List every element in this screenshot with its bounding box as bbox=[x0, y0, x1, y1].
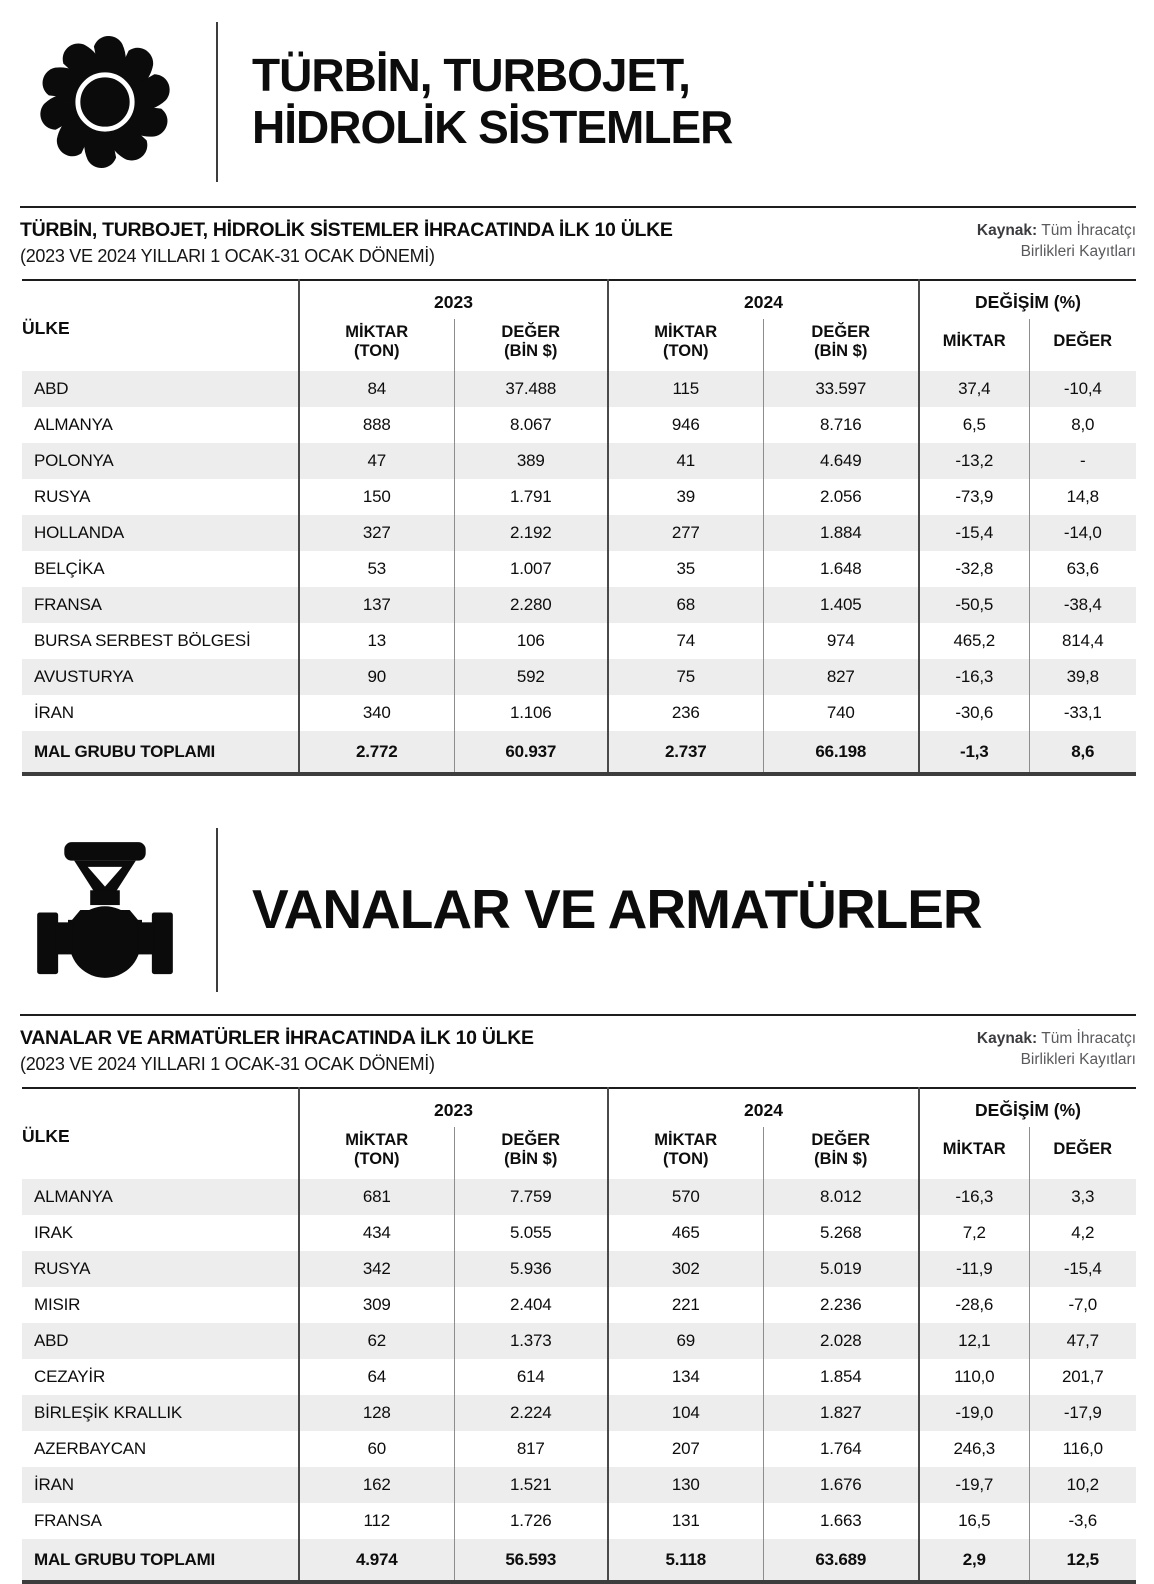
value-cell: -16,3 bbox=[919, 659, 1029, 695]
value-cell: 974 bbox=[763, 623, 919, 659]
country-cell: İRAN bbox=[22, 1467, 299, 1503]
value-cell: 8.067 bbox=[454, 407, 608, 443]
value-cell: 434 bbox=[299, 1215, 454, 1251]
value-cell: 681 bbox=[299, 1179, 454, 1215]
value-cell: 39,8 bbox=[1029, 659, 1136, 695]
table-subtitle: (2023 VE 2024 YILLARI 1 OCAK-31 OCAK DÖNEMİ) bbox=[20, 1054, 435, 1074]
value-cell: - bbox=[1029, 443, 1136, 479]
value-cell: 37,4 bbox=[919, 371, 1029, 407]
value-cell: 68 bbox=[608, 587, 763, 623]
value-cell: -16,3 bbox=[919, 1179, 1029, 1215]
col-header-change: DEĞİŞİM (%) bbox=[919, 280, 1136, 319]
value-cell: 1.648 bbox=[763, 551, 919, 587]
source-note bbox=[901, 219, 1136, 263]
value-cell: 90 bbox=[299, 659, 454, 695]
table-title-group bbox=[20, 1027, 534, 1075]
total-cell: 8,6 bbox=[1029, 731, 1136, 774]
value-cell: 115 bbox=[608, 371, 763, 407]
turbine-icon bbox=[30, 27, 180, 177]
col-header-country: ÜLKE bbox=[22, 317, 70, 338]
value-cell: 6,5 bbox=[919, 407, 1029, 443]
value-cell: 1.007 bbox=[454, 551, 608, 587]
table-row bbox=[22, 1179, 1136, 1215]
value-cell: 2.056 bbox=[763, 479, 919, 515]
value-cell: 1.676 bbox=[763, 1467, 919, 1503]
value-cell: 1.884 bbox=[763, 515, 919, 551]
value-cell: 236 bbox=[608, 695, 763, 731]
total-cell: 2,9 bbox=[919, 1539, 1029, 1582]
col-header-value-pct: DEĞER bbox=[1029, 319, 1136, 371]
value-cell: 5.936 bbox=[454, 1251, 608, 1287]
total-cell: 5.118 bbox=[608, 1539, 763, 1582]
value-cell: 7.759 bbox=[454, 1179, 608, 1215]
table-row bbox=[22, 1359, 1136, 1395]
source-text: Tüm İhracatçı Birlikleri Kayıtları bbox=[1020, 222, 1136, 260]
value-cell: -17,9 bbox=[1029, 1395, 1136, 1431]
value-cell: -33,1 bbox=[1029, 695, 1136, 731]
value-cell: -7,0 bbox=[1029, 1287, 1136, 1323]
value-cell: 2.404 bbox=[454, 1287, 608, 1323]
value-cell: -14,0 bbox=[1029, 515, 1136, 551]
value-cell: 41 bbox=[608, 443, 763, 479]
value-cell: -15,4 bbox=[919, 515, 1029, 551]
value-cell: 53 bbox=[299, 551, 454, 587]
table-row bbox=[22, 443, 1136, 479]
total-cell: 2.772 bbox=[299, 731, 454, 774]
value-cell: 60 bbox=[299, 1431, 454, 1467]
country-cell: AVUSTURYA bbox=[22, 659, 299, 695]
value-cell: 465,2 bbox=[919, 623, 1029, 659]
value-cell: 3,3 bbox=[1029, 1179, 1136, 1215]
value-cell: 131 bbox=[608, 1503, 763, 1539]
section-header-valves bbox=[30, 824, 1154, 996]
country-cell: AZERBAYCAN bbox=[34, 1439, 146, 1458]
value-cell: 340 bbox=[299, 695, 454, 731]
value-cell: 2.236 bbox=[763, 1287, 919, 1323]
value-cell: -3,6 bbox=[1029, 1503, 1136, 1539]
value-cell: -32,8 bbox=[919, 551, 1029, 587]
country-cell: IRAK bbox=[34, 1223, 73, 1242]
value-cell: -19,7 bbox=[919, 1467, 1029, 1503]
country-cell: BİRLEŞİK KRALLIK bbox=[22, 1395, 299, 1431]
country-cell: RUSYA bbox=[22, 1251, 299, 1287]
value-cell: 2.280 bbox=[454, 587, 608, 623]
section-divider bbox=[216, 22, 218, 182]
value-cell: -30,6 bbox=[919, 695, 1029, 731]
value-cell: 309 bbox=[299, 1287, 454, 1323]
value-cell: -28,6 bbox=[919, 1287, 1029, 1323]
value-cell: 1.663 bbox=[763, 1503, 919, 1539]
value-cell: 389 bbox=[454, 443, 608, 479]
value-cell: 112 bbox=[299, 1503, 454, 1539]
table-row bbox=[22, 695, 1136, 731]
value-cell: 12,1 bbox=[919, 1323, 1029, 1359]
value-cell: -11,9 bbox=[919, 1251, 1029, 1287]
value-cell: -13,2 bbox=[919, 443, 1029, 479]
value-cell: 888 bbox=[299, 407, 454, 443]
value-cell: 162 bbox=[299, 1467, 454, 1503]
exports-table-valves bbox=[22, 1087, 1136, 1584]
col-header-value-bin: DEĞER (BİN $) bbox=[763, 319, 919, 371]
value-cell: 137 bbox=[299, 587, 454, 623]
country-cell: ABD bbox=[22, 1323, 299, 1359]
value-cell: 64 bbox=[299, 1359, 454, 1395]
table-row bbox=[22, 1503, 1136, 1539]
table-row bbox=[22, 659, 1136, 695]
value-cell: 69 bbox=[608, 1323, 763, 1359]
country-cell: BELÇİKA bbox=[34, 559, 105, 578]
col-header-qty-pct: MİKTAR bbox=[919, 319, 1029, 371]
value-cell: 2.192 bbox=[454, 515, 608, 551]
source-label: Kaynak: bbox=[976, 1030, 1038, 1047]
total-cell: 4.974 bbox=[299, 1539, 454, 1582]
value-cell: 4.649 bbox=[763, 443, 919, 479]
col-header-2024: 2024 bbox=[608, 280, 919, 319]
value-cell: 104 bbox=[608, 1395, 763, 1431]
country-cell: ALMANYA bbox=[22, 1179, 299, 1215]
table-row bbox=[22, 1323, 1136, 1359]
value-cell: 35 bbox=[608, 551, 763, 587]
total-row bbox=[22, 1539, 1136, 1582]
section-title-turbines bbox=[252, 50, 732, 153]
value-cell: -50,5 bbox=[919, 587, 1029, 623]
value-cell: 1.106 bbox=[454, 695, 608, 731]
value-cell: 1.827 bbox=[763, 1395, 919, 1431]
value-cell: 130 bbox=[608, 1467, 763, 1503]
col-header-value-bin: DEĞER (BİN $) bbox=[763, 1127, 919, 1179]
value-cell: 74 bbox=[608, 623, 763, 659]
col-header-qty-ton: MİKTAR (TON) bbox=[608, 319, 763, 371]
country-cell: HOLLANDA bbox=[22, 515, 299, 551]
country-cell: POLONYA bbox=[22, 443, 299, 479]
table-footer bbox=[22, 731, 1136, 774]
table-row bbox=[22, 1467, 1136, 1503]
value-cell: 302 bbox=[608, 1251, 763, 1287]
total-label: MAL GRUBU TOPLAMI bbox=[22, 731, 299, 774]
table-row bbox=[22, 587, 1136, 623]
col-header-2023: 2023 bbox=[299, 280, 608, 319]
table-title-band bbox=[0, 208, 1154, 279]
col-header-qty-ton: MİKTAR (TON) bbox=[299, 319, 454, 371]
value-cell: 33.597 bbox=[763, 371, 919, 407]
table-row bbox=[22, 1431, 1136, 1467]
table-body bbox=[22, 371, 1136, 731]
value-cell: 827 bbox=[763, 659, 919, 695]
table-row bbox=[22, 479, 1136, 515]
table-title: VANALAR VE ARMATÜRLER İHRACATINDA İLK 10 ÜLKE bbox=[20, 1027, 534, 1049]
section-divider bbox=[216, 828, 218, 992]
table-subtitle: (2023 VE 2024 YILLARI 1 OCAK-31 OCAK DÖNEMİ) bbox=[20, 246, 435, 266]
table-body bbox=[22, 1179, 1136, 1539]
value-cell: 342 bbox=[299, 1251, 454, 1287]
value-cell: 16,5 bbox=[919, 1503, 1029, 1539]
value-cell: 84 bbox=[299, 371, 454, 407]
value-cell: 1.854 bbox=[763, 1359, 919, 1395]
value-cell: 13 bbox=[299, 623, 454, 659]
section-title-valves: VANALAR VE ARMATÜRLER bbox=[252, 878, 982, 941]
value-cell: -19,0 bbox=[919, 1395, 1029, 1431]
value-cell: 327 bbox=[299, 515, 454, 551]
table-row bbox=[22, 1215, 1136, 1251]
total-cell: 2.737 bbox=[608, 731, 763, 774]
table-title-band bbox=[0, 1016, 1154, 1087]
col-header-qty-ton: MİKTAR (TON) bbox=[608, 1127, 763, 1179]
table-header bbox=[22, 1088, 1136, 1179]
value-cell: 4,2 bbox=[1029, 1215, 1136, 1251]
section-header-turbines bbox=[30, 0, 1154, 186]
value-cell: -38,4 bbox=[1029, 587, 1136, 623]
value-cell: -73,9 bbox=[919, 479, 1029, 515]
value-cell: 614 bbox=[454, 1359, 608, 1395]
value-cell: 1.373 bbox=[454, 1323, 608, 1359]
col-header-change: DEĞİŞİM (%) bbox=[919, 1088, 1136, 1127]
value-cell: 277 bbox=[608, 515, 763, 551]
total-cell: 60.937 bbox=[454, 731, 608, 774]
table-row bbox=[22, 551, 1136, 587]
country-cell: ABD bbox=[22, 371, 299, 407]
value-cell: 10,2 bbox=[1029, 1467, 1136, 1503]
value-cell: 8.012 bbox=[763, 1179, 919, 1215]
value-cell: 814,4 bbox=[1029, 623, 1136, 659]
value-cell: 110,0 bbox=[919, 1359, 1029, 1395]
value-cell: 47,7 bbox=[1029, 1323, 1136, 1359]
value-cell: -15,4 bbox=[1029, 1251, 1136, 1287]
country-cell: MISIR bbox=[34, 1295, 81, 1314]
value-cell: 740 bbox=[763, 695, 919, 731]
value-cell: 246,3 bbox=[919, 1431, 1029, 1467]
total-row bbox=[22, 731, 1136, 774]
col-header-qty-pct: MİKTAR bbox=[919, 1127, 1029, 1179]
section-title-line1: TÜRBİN, TURBOJET, bbox=[252, 49, 690, 102]
total-cell: 66.198 bbox=[763, 731, 919, 774]
value-cell: 221 bbox=[608, 1287, 763, 1323]
country-cell: İRAN bbox=[34, 703, 74, 722]
value-cell: -10,4 bbox=[1029, 371, 1136, 407]
value-cell: 1.521 bbox=[454, 1467, 608, 1503]
value-cell: 1.764 bbox=[763, 1431, 919, 1467]
value-cell: 14,8 bbox=[1029, 479, 1136, 515]
value-cell: 2.224 bbox=[454, 1395, 608, 1431]
value-cell: 37.488 bbox=[454, 371, 608, 407]
table-header bbox=[22, 280, 1136, 371]
table-row bbox=[22, 1251, 1136, 1287]
value-cell: 150 bbox=[299, 479, 454, 515]
value-cell: 75 bbox=[608, 659, 763, 695]
total-cell: 63.689 bbox=[763, 1539, 919, 1582]
table-row bbox=[22, 371, 1136, 407]
value-cell: 62 bbox=[299, 1323, 454, 1359]
valve-icon bbox=[30, 835, 180, 985]
col-header-2024: 2024 bbox=[608, 1088, 919, 1127]
table-footer bbox=[22, 1539, 1136, 1582]
table-row bbox=[22, 623, 1136, 659]
country-cell: BURSA SERBEST BÖLGESİ bbox=[34, 631, 251, 650]
exports-table-turbines bbox=[22, 279, 1136, 776]
value-cell: 8.716 bbox=[763, 407, 919, 443]
table-title: TÜRBİN, TURBOJET, HİDROLİK SİSTEMLER İHRACATINDA İLK 10 ÜLKE bbox=[20, 219, 673, 241]
value-cell: 5.019 bbox=[763, 1251, 919, 1287]
source-note bbox=[901, 1027, 1136, 1071]
country-cell: FRANSA bbox=[34, 1511, 102, 1530]
col-header-value-bin: DEĞER (BİN $) bbox=[454, 319, 608, 371]
value-cell: 207 bbox=[608, 1431, 763, 1467]
value-cell: 201,7 bbox=[1029, 1359, 1136, 1395]
table-row bbox=[22, 407, 1136, 443]
value-cell: 946 bbox=[608, 407, 763, 443]
value-cell: 5.055 bbox=[454, 1215, 608, 1251]
value-cell: 7,2 bbox=[919, 1215, 1029, 1251]
value-cell: 2.028 bbox=[763, 1323, 919, 1359]
value-cell: 1.791 bbox=[454, 479, 608, 515]
value-cell: 570 bbox=[608, 1179, 763, 1215]
table-row bbox=[22, 515, 1136, 551]
section-title-line2: HİDROLİK SİSTEMLER bbox=[252, 101, 733, 153]
source-text: Tüm İhracatçı Birlikleri Kayıtları bbox=[1020, 1030, 1136, 1068]
total-cell: 56.593 bbox=[454, 1539, 608, 1582]
value-cell: 106 bbox=[454, 623, 608, 659]
value-cell: 1.726 bbox=[454, 1503, 608, 1539]
value-cell: 128 bbox=[299, 1395, 454, 1431]
col-header-value-bin: DEĞER (BİN $) bbox=[454, 1127, 608, 1179]
total-cell: -1,3 bbox=[919, 731, 1029, 774]
col-header-qty-ton: MİKTAR (TON) bbox=[299, 1127, 454, 1179]
value-cell: 817 bbox=[454, 1431, 608, 1467]
total-cell: 12,5 bbox=[1029, 1539, 1136, 1582]
table-row bbox=[22, 1395, 1136, 1431]
total-label: MAL GRUBU TOPLAMI bbox=[22, 1539, 299, 1582]
value-cell: 116,0 bbox=[1029, 1431, 1136, 1467]
value-cell: 47 bbox=[299, 443, 454, 479]
country-cell: ALMANYA bbox=[34, 415, 113, 434]
col-header-country: ÜLKE bbox=[22, 1125, 70, 1146]
country-cell: FRANSA bbox=[22, 587, 299, 623]
value-cell: 592 bbox=[454, 659, 608, 695]
table-title-group bbox=[20, 219, 673, 267]
source-label: Kaynak: bbox=[976, 222, 1038, 239]
col-header-2023: 2023 bbox=[299, 1088, 608, 1127]
country-cell: RUSYA bbox=[34, 487, 91, 506]
value-cell: 1.405 bbox=[763, 587, 919, 623]
value-cell: 5.268 bbox=[763, 1215, 919, 1251]
value-cell: 465 bbox=[608, 1215, 763, 1251]
country-cell: CEZAYİR bbox=[34, 1367, 106, 1386]
value-cell: 63,6 bbox=[1029, 551, 1136, 587]
col-header-value-pct: DEĞER bbox=[1029, 1127, 1136, 1179]
value-cell: 134 bbox=[608, 1359, 763, 1395]
value-cell: 39 bbox=[608, 479, 763, 515]
value-cell: 8,0 bbox=[1029, 407, 1136, 443]
table-row bbox=[22, 1287, 1136, 1323]
